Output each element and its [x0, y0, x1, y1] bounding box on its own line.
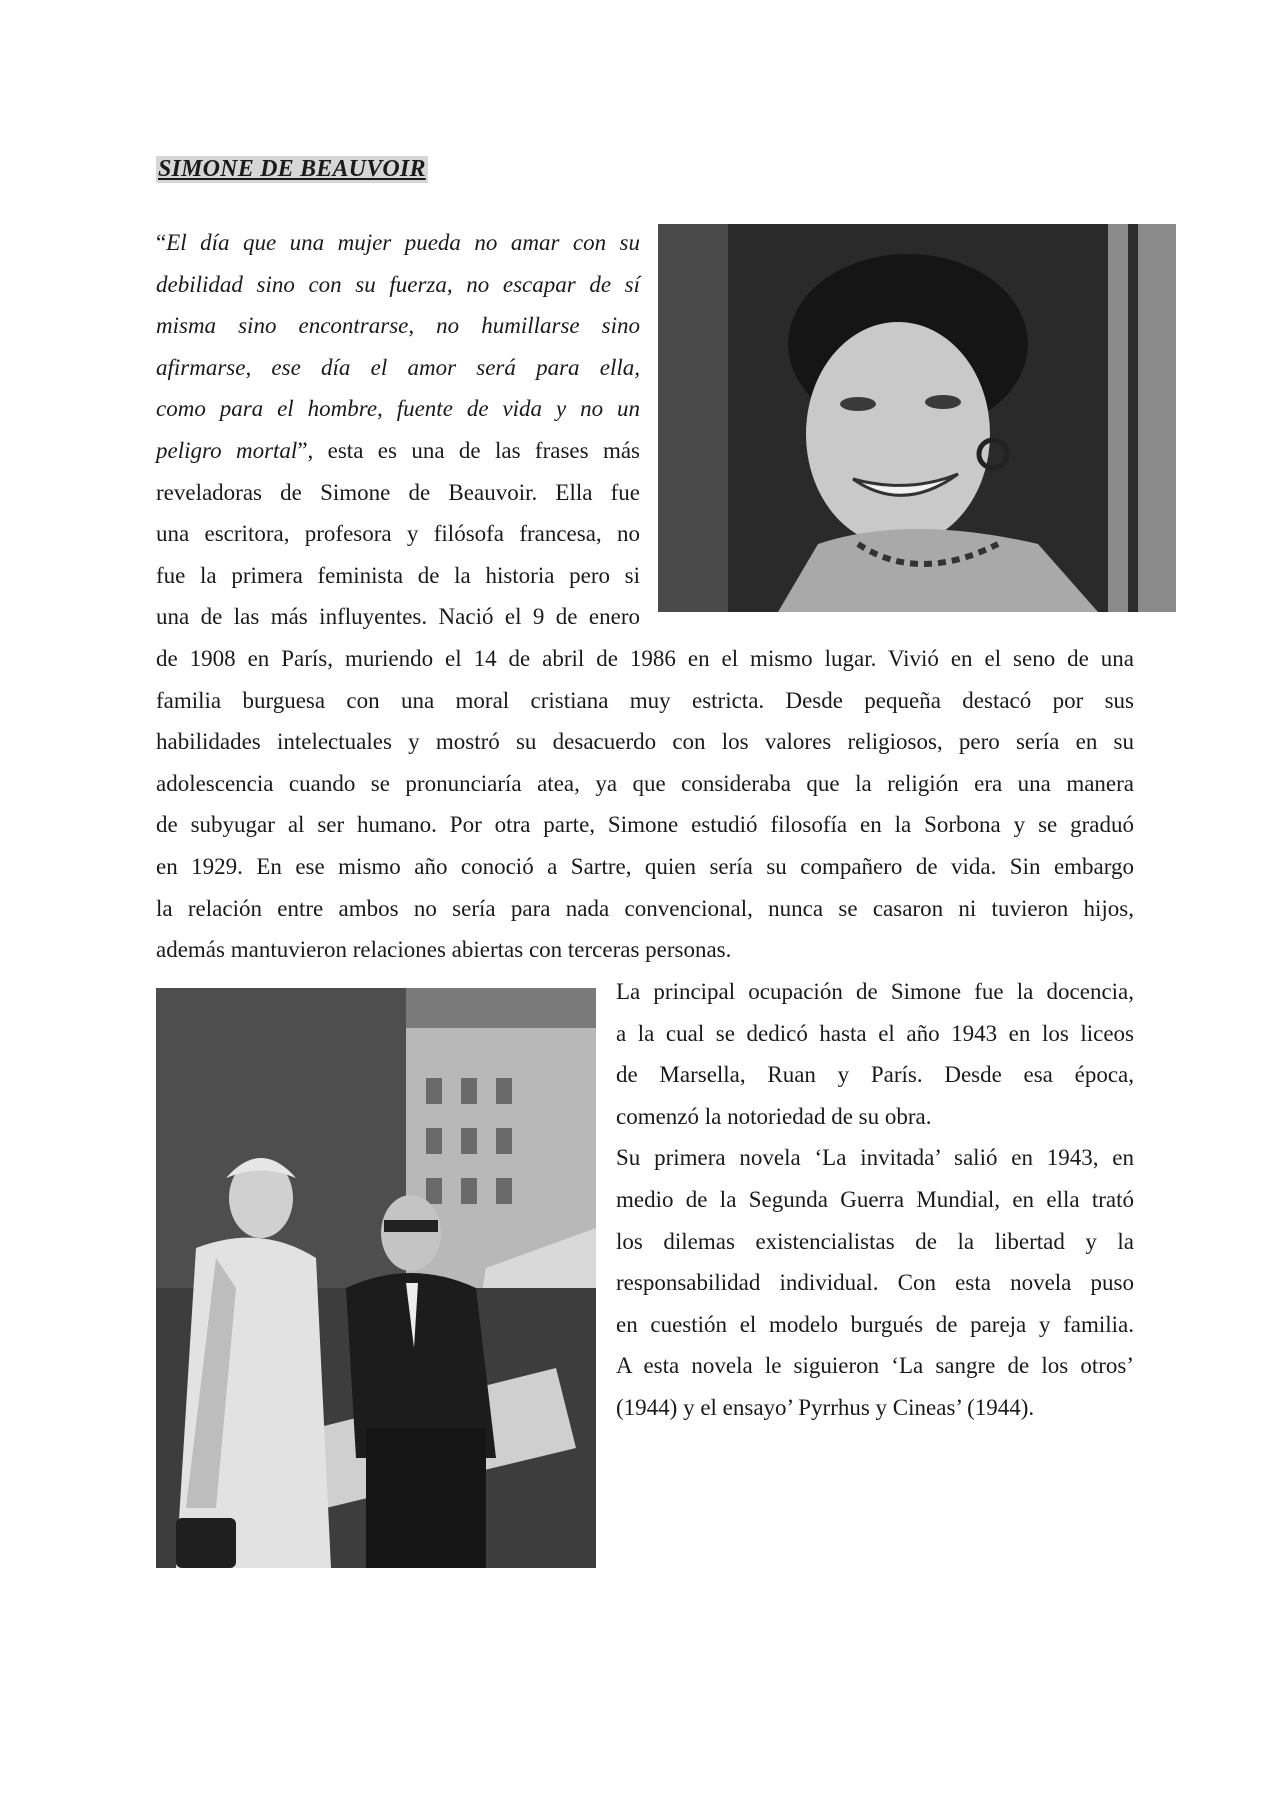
couple-photo — [156, 988, 596, 1568]
text-line: medio de la Segunda Guerra Mundial, en ella trató — [616, 1186, 1134, 1212]
quote-paragraph — [156, 222, 640, 638]
text-line: los dilemas existencialistas de la libertad y la — [616, 1228, 1134, 1254]
text-line: “El día que una mujer pueda no amar con su — [156, 230, 640, 255]
text-line: de subyugar al ser humano. Por otra parte, Simone estudió filosofía en la Sorbona y se graduó — [156, 812, 1134, 838]
text-line: habilidades intelectuales y mostró su desacuerdo con los valores religiosos, pero sería en su — [156, 729, 1134, 755]
text-line: de Marsella, Ruan y París. Desde esa época, — [616, 1062, 1134, 1088]
text-line: en cuestión el modelo burgués de pareja y familia. — [616, 1311, 1134, 1337]
text-line: misma sino encontrarse, no humillarse sino — [156, 313, 640, 339]
body-paragraph — [616, 971, 1134, 1429]
text-line: (1944) y el ensayo’ Pyrrhus y Cineas’ (1944). — [616, 1394, 1035, 1420]
text-line: adolescencia cuando se pronunciaría atea, ya que consideraba que la religión era una manera — [156, 770, 1134, 796]
text-line: debilidad sino con su fuerza, no escapar de sí — [156, 271, 640, 297]
text-line: una escritora, profesora y filósofa francesa, no — [156, 521, 640, 547]
text-line: a la cual se dedicó hasta el año 1943 en los liceos — [616, 1020, 1134, 1046]
text-line: además mantuvieron relaciones abiertas con terceras personas. — [156, 937, 732, 963]
text-line: peligro mortal”, esta es una de las frases más — [156, 437, 640, 463]
text-line: Su primera novela ‘La invitada’ salió en 1943, en — [616, 1145, 1134, 1171]
text-line: la relación entre ambos no sería para nada convencional, nunca se casaron ni tuvieron hijos, — [156, 895, 1134, 921]
text-line: A esta novela le siguieron ‘La sangre de los otros’ — [616, 1353, 1134, 1379]
text-line: una de las más influyentes. Nació el 9 de enero — [156, 604, 640, 630]
text-line: de 1908 en París, muriendo el 14 de abril de 1986 en el mismo lugar. Vivió en el seno de una — [156, 646, 1134, 671]
text-line: afirmarse, ese día el amor será para ella, — [156, 354, 640, 380]
text-line: familia burguesa con una moral cristiana muy estricta. Desde pequeña destacó por sus — [156, 687, 1134, 713]
text-line: La principal ocupación de Simone fue la docencia, — [616, 979, 1134, 1004]
text-line: reveladoras de Simone de Beauvoir. Ella fue — [156, 479, 640, 505]
text-line: fue la primera feminista de la historia pero si — [156, 562, 640, 588]
page-title: SIMONE DE BEAUVOIR — [158, 156, 426, 182]
text-line: comenzó la notoriedad de su obra. — [616, 1103, 932, 1129]
text-line: en 1929. En ese mismo año conoció a Sartre, quien sería su compañero de vida. Sin embargo — [156, 853, 1134, 879]
text-line: responsabilidad individual. Con esta novela puso — [616, 1270, 1134, 1296]
body-paragraph — [156, 638, 1134, 971]
portrait-photo — [658, 224, 1176, 612]
text-line: como para el hombre, fuente de vida y no un — [156, 396, 640, 422]
